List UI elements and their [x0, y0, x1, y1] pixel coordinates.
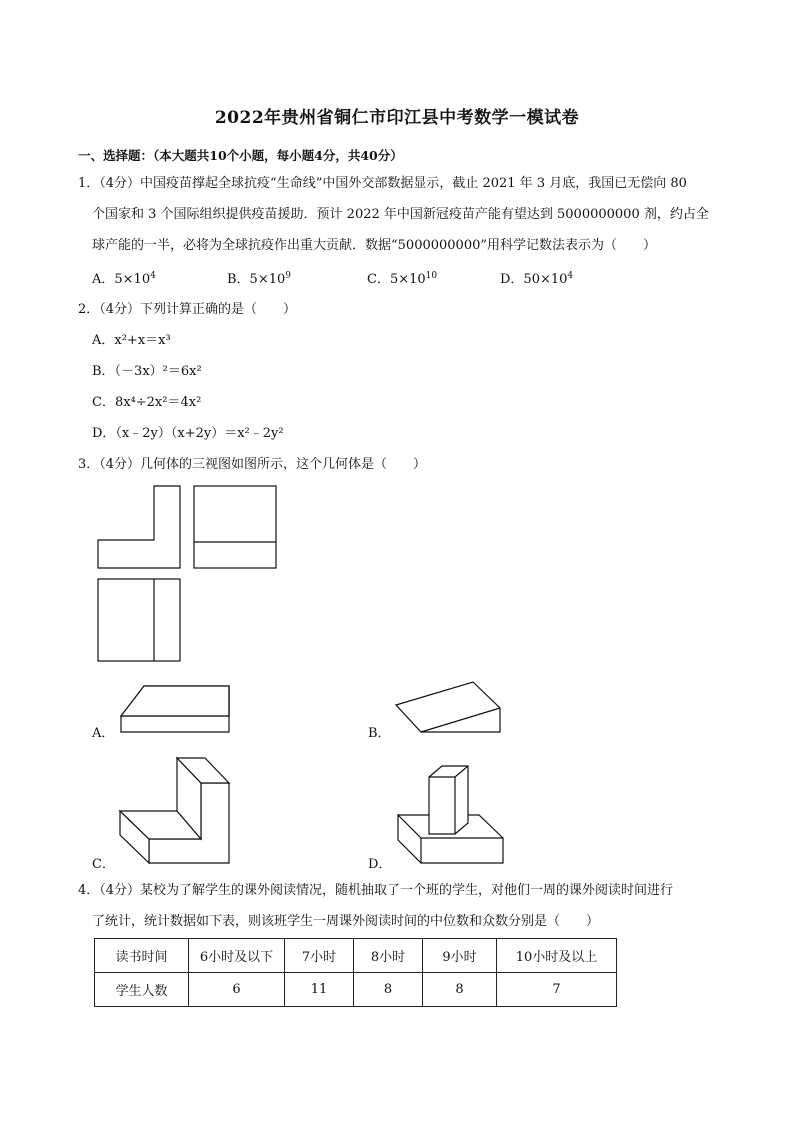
table-cell: 9小时	[423, 939, 497, 973]
q1-option-a[interactable]: A．$5\times 10^4$	[92, 271, 156, 287]
q4-line-1: 4．（4分）某校为了解学生的课外阅读情况，随机抽取了一个班的学生，对他们一周的课外阅读时间进行	[78, 883, 674, 898]
q1-line-2: 个国家和 3 个国际组织提供疫苗援助．预计 2022 年中国新冠疫苗产能有望达到 5000000000 剂，约占全	[92, 207, 709, 222]
reading-time-table	[94, 938, 617, 1007]
q3-option-d-label[interactable]: D．	[368, 857, 392, 872]
q2-option-b[interactable]: B．（－3x）²＝6x²	[92, 364, 202, 379]
question-1	[78, 168, 709, 261]
table-cell: 6小时及以下	[189, 939, 285, 973]
table-cell: 7	[497, 973, 617, 1007]
q1-line-1: 1．（4分）中国疫苗撑起全球抗疫“生命线”中国外交部数据显示，截止 2021 年 3 月底，我国已无偿向 80	[78, 176, 687, 191]
q3-option-a-label[interactable]: A．	[92, 726, 115, 741]
q2-option-d[interactable]: D．（x﹣2y）（x+2y）＝x²﹣2y²	[92, 426, 284, 441]
q3-option-d-figure[interactable]	[395, 763, 507, 867]
q2-option-c[interactable]: C．8x⁴÷2x²＝4x²	[92, 395, 202, 410]
question-4	[78, 875, 673, 937]
three-view-drawing	[96, 484, 282, 664]
section-heading: 一、选择题：（本大题共10个小题，每小题4分，共40分）	[78, 148, 403, 163]
table-row	[95, 939, 617, 973]
q1-option-d[interactable]: D．$50\times 10^4$	[500, 271, 574, 287]
q3-option-c-figure[interactable]	[117, 755, 233, 867]
table-cell: 8小时	[354, 939, 423, 973]
q2-option-a[interactable]: A．x²+x＝x³	[92, 333, 171, 348]
table-cell: 10小时及以上	[497, 939, 617, 973]
q3-option-a-figure[interactable]	[118, 684, 234, 736]
q3-option-b-figure[interactable]	[393, 678, 505, 736]
table-cell: 读书时间	[95, 939, 189, 973]
table-row	[95, 973, 617, 1007]
q1-line-3: 球产能的一半，必将为全球抗疫作出重大贡献．数据“5000000000”用科学记数法表示为（ ）	[92, 238, 657, 253]
table-cell: 8	[423, 973, 497, 1007]
q1-option-b[interactable]: B．$5\times 10^9$	[227, 271, 291, 287]
table-cell: 学生人数	[95, 973, 189, 1007]
question-3-stem: 3．（4分）几何体的三视图如图所示，这个几何体是（ ）	[78, 457, 427, 472]
table-cell: 11	[285, 973, 354, 1007]
table-cell: 8	[354, 973, 423, 1007]
q4-line-2: 了统计，统计数据如下表，则该班学生一周课外阅读时间的中位数和众数分别是（ ）	[92, 914, 600, 929]
question-2-stem: 2．（4分）下列计算正确的是（ ）	[78, 302, 297, 317]
table-cell: 6	[189, 973, 285, 1007]
exam-title: 2022年贵州省铜仁市印江县中考数学一模试卷	[214, 108, 580, 128]
q3-option-c-label[interactable]: C．	[92, 857, 115, 872]
table-cell: 7小时	[285, 939, 354, 973]
q1-option-c[interactable]: C．$5\times 10^{10}$	[367, 271, 438, 287]
q3-option-b-label[interactable]: B．	[368, 726, 391, 741]
